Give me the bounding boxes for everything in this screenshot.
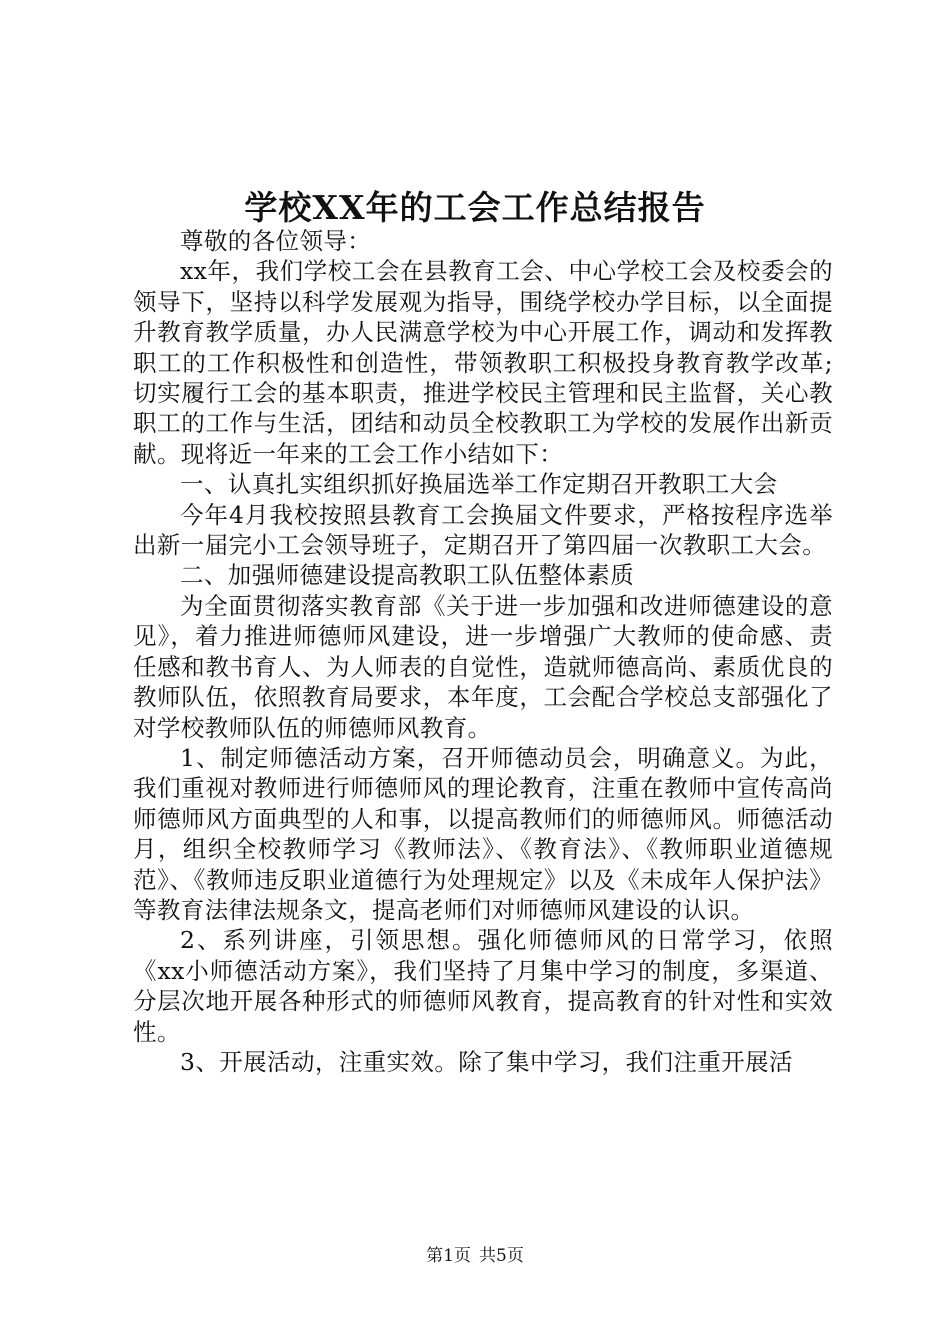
page-footer xyxy=(0,1244,950,1268)
body-paragraph: 为全面贯彻落实教育部《关于进一步加强和改进师德建设的意见》，着力推进师德师风建设，进一步增强广大教师的使命感、责任感和教书育人、为人师表的自觉性，造就师德高尚、素质优良的教师队伍，依照教育局要求，本年度，工会配合学校总支部强化了对学校教师队伍的师德师风教育。 xyxy=(133,591,833,742)
body-paragraph: 今年4月我校按照县教育工会换届文件要求，严格按程序选举出新一届完小工会领导班子，定期召开了第四届一次教职工大会。 xyxy=(133,500,833,560)
document-title: 学校XX年的工会工作总结报告 xyxy=(244,188,706,227)
body-paragraph: xx年，我们学校工会在县教育工会、中心学校工会及校委会的领导下，坚持以科学发展观为指导，围绕学校办学目标，以全面提升教育教学质量，办人民满意学校为中心开展工作，调动和发挥教职工的工作积极性和创造性，带领教职工积极投身教育教学改革;切实履行工会的基本职责，推进学校民主管理和民主监督，关心教职工的工作与生活，团结和动员全校教职工为学校的发展作出新贡献。现将近一年来的工会工作小结如下： xyxy=(133,257,833,468)
section-heading: 二、加强师德建设提高教职工队伍整体素质 xyxy=(180,561,635,590)
section-heading: 一、认真扎实组织抓好换届选举工作定期召开教职工大会 xyxy=(180,470,778,499)
page-number: 第1页 xyxy=(426,1246,471,1266)
body-paragraph: 3、开展活动，注重实效。除了集中学习，我们注重开展活 xyxy=(180,1047,793,1076)
body-paragraph: 2、系列讲座，引领思想。强化师德师风的日常学习，依照《xx小师德活动方案》，我们坚持了月集中学习的制度，多渠道、分层次地开展各种形式的师德师风教育，提高教育的针对性和实效性。 xyxy=(133,926,833,1046)
salutation: 尊敬的各位领导： xyxy=(180,227,372,255)
document-body xyxy=(133,226,833,1077)
body-paragraph: 1、制定师德活动方案，召开师德动员会，明确意义。为此，我们重视对教师进行师德师风的理论教育，注重在教师中宣传高尚师德师风方面典型的人和事，以提高教师们的师德师风。师德活动月，组织全校教师学习《教师法》、《教育法》、《教师职业道德规范》、《教师违反职业道德行为处理规定》以及《未成年人保护法》等教育法律法规条文，提高老师们对师德师风建设的认识。 xyxy=(133,743,833,924)
page-total: 共5页 xyxy=(479,1246,524,1266)
